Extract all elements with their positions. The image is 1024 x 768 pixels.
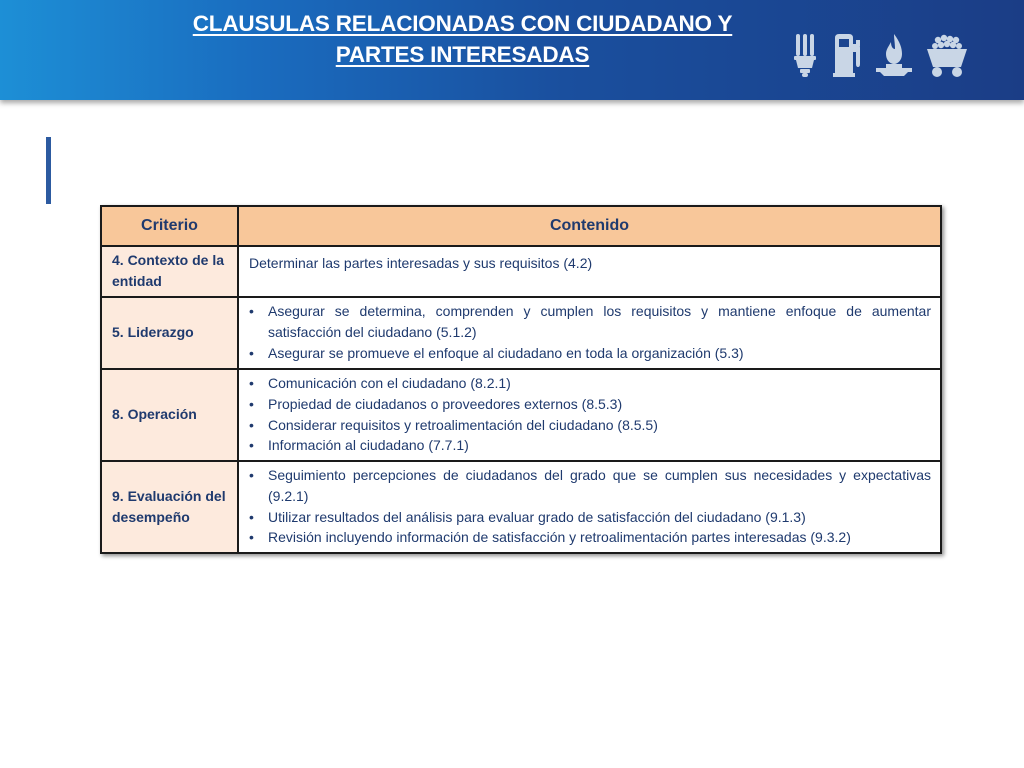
gas-flame-icon — [874, 30, 914, 78]
list-item: • Utilizar resultados del análisis para evaluar grado de satisfacción del ciudadano (9.1.3) — [249, 507, 931, 528]
criterio-cell: 9. Evaluación del desempeño — [101, 461, 238, 553]
lightbulb-icon — [790, 30, 820, 78]
criterio-cell: 5. Liderazgo — [101, 297, 238, 369]
criterio-cell: 8. Operación — [101, 369, 238, 461]
slide-title-line-2: PARTES INTERESADAS — [335, 42, 590, 67]
table-header-row — [101, 206, 941, 246]
header-band — [0, 0, 1024, 100]
sector-icons — [790, 28, 970, 78]
accent-bar — [46, 137, 51, 204]
criterio-cell: 4. Contexto de la entidad — [101, 246, 238, 297]
header-criterio: Criterio — [101, 206, 238, 246]
header-contenido: Contenido — [238, 206, 941, 246]
bullet-list — [249, 301, 931, 363]
contenido-cell — [238, 461, 941, 553]
slide-title — [150, 8, 775, 70]
contenido-cell — [238, 297, 941, 369]
list-item: • Propiedad de ciudadanos o proveedores externos (8.5.3) — [249, 394, 931, 415]
list-item: • Asegurar se promueve el enfoque al ciudadano en toda la organización (5.3) — [249, 343, 931, 364]
slide-title-line-1: CLAUSULAS RELACIONADAS CON CIUDADANO Y — [192, 11, 733, 36]
table-row — [101, 297, 941, 369]
list-item: • Considerar requisitos y retroalimentación del ciudadano (8.5.5) — [249, 415, 931, 436]
list-item: • Revisión incluyendo información de satisfacción y retroalimentación partes interesadas (9.3.2) — [249, 527, 931, 548]
list-item: • Comunicación con el ciudadano (8.2.1) — [249, 373, 931, 394]
bullet-list — [249, 465, 931, 548]
list-item: • Seguimiento percepciones de ciudadanos del grado que se cumplen sus necesidades y expectativas (9.2.1) — [249, 465, 931, 506]
clauses-table-wrapper — [100, 205, 940, 554]
contenido-cell — [238, 369, 941, 461]
table-row — [101, 246, 941, 297]
fuel-pump-icon — [830, 30, 864, 78]
contenido-cell: Determinar las partes interesadas y sus requisitos (4.2) — [238, 246, 941, 297]
table-row — [101, 369, 941, 461]
mining-cart-icon — [924, 30, 970, 78]
clauses-table — [100, 205, 942, 554]
list-item: • Asegurar se determina, comprenden y cumplen los requisitos y mantiene enfoque de aumentar satisfacción del ciudadano (5.1.2) — [249, 301, 931, 342]
list-item: • Información al ciudadano (7.7.1) — [249, 435, 931, 456]
table-row — [101, 461, 941, 553]
bullet-list — [249, 373, 931, 456]
